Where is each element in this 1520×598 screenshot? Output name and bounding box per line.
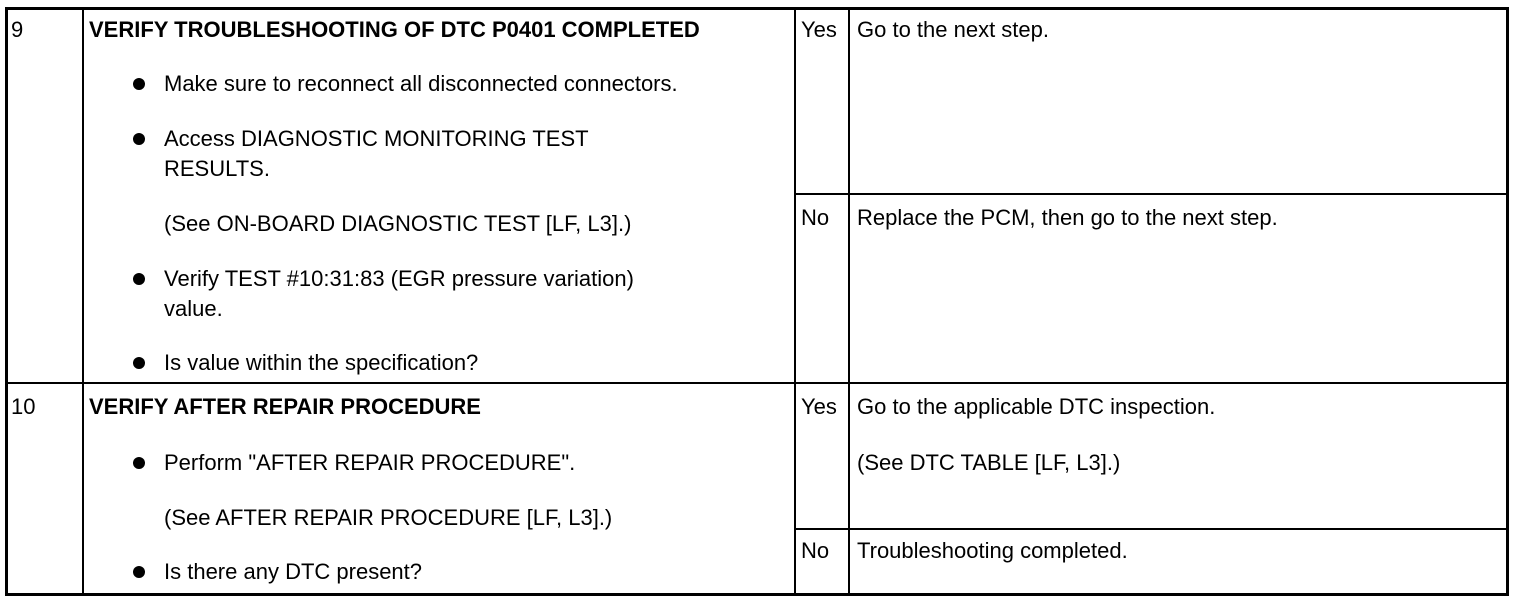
bullet-icon	[133, 457, 145, 469]
result-no-action: Troubleshooting completed.	[857, 538, 1128, 563]
bullet-icon	[133, 357, 145, 369]
column-divider-step	[82, 7, 84, 594]
reference-note: (See AFTER REPAIR PROCEDURE [LF, L3].)	[164, 505, 613, 530]
inspection-question: Is value within the specification?	[164, 350, 479, 375]
result-divider-row10	[794, 528, 1509, 530]
inspection-item-continued: RESULTS.	[164, 156, 270, 181]
step-title: VERIFY TROUBLESHOOTING OF DTC P0401 COMPLETED	[89, 17, 700, 42]
reference-note: (See ON-BOARD DIAGNOSTIC TEST [LF, L3].)	[164, 211, 632, 236]
bullet-icon	[133, 78, 145, 90]
inspection-question: Is there any DTC present?	[164, 559, 423, 584]
result-no-action: Replace the PCM, then go to the next step.	[857, 205, 1278, 230]
inspection-item: Perform "AFTER REPAIR PROCEDURE".	[164, 450, 576, 475]
result-no-label: No	[801, 538, 830, 563]
inspection-item: Access DIAGNOSTIC MONITORING TEST	[164, 126, 589, 151]
bullet-icon	[133, 273, 145, 285]
bullet-icon	[133, 566, 145, 578]
result-yes-action: Go to the next step.	[857, 17, 1050, 42]
row-divider	[5, 382, 1509, 384]
column-divider-inspection	[794, 7, 796, 594]
result-yes-label: Yes	[801, 394, 837, 419]
result-yes-action: Go to the applicable DTC inspection.	[857, 394, 1216, 419]
inspection-item: Make sure to reconnect all disconnected connectors.	[164, 71, 678, 96]
step-number: 10	[11, 394, 36, 419]
column-divider-result	[848, 7, 850, 594]
result-no-label: No	[801, 205, 830, 230]
step-title: VERIFY AFTER REPAIR PROCEDURE	[89, 394, 481, 419]
step-number: 9	[11, 17, 24, 42]
inspection-item-continued: value.	[164, 296, 223, 321]
bullet-icon	[133, 133, 145, 145]
inspection-item: Verify TEST #10:31:83 (EGR pressure variation)	[164, 266, 634, 291]
result-yes-reference: (See DTC TABLE [LF, L3].)	[857, 450, 1121, 475]
result-yes-label: Yes	[801, 17, 837, 42]
result-divider-row9	[794, 193, 1509, 195]
